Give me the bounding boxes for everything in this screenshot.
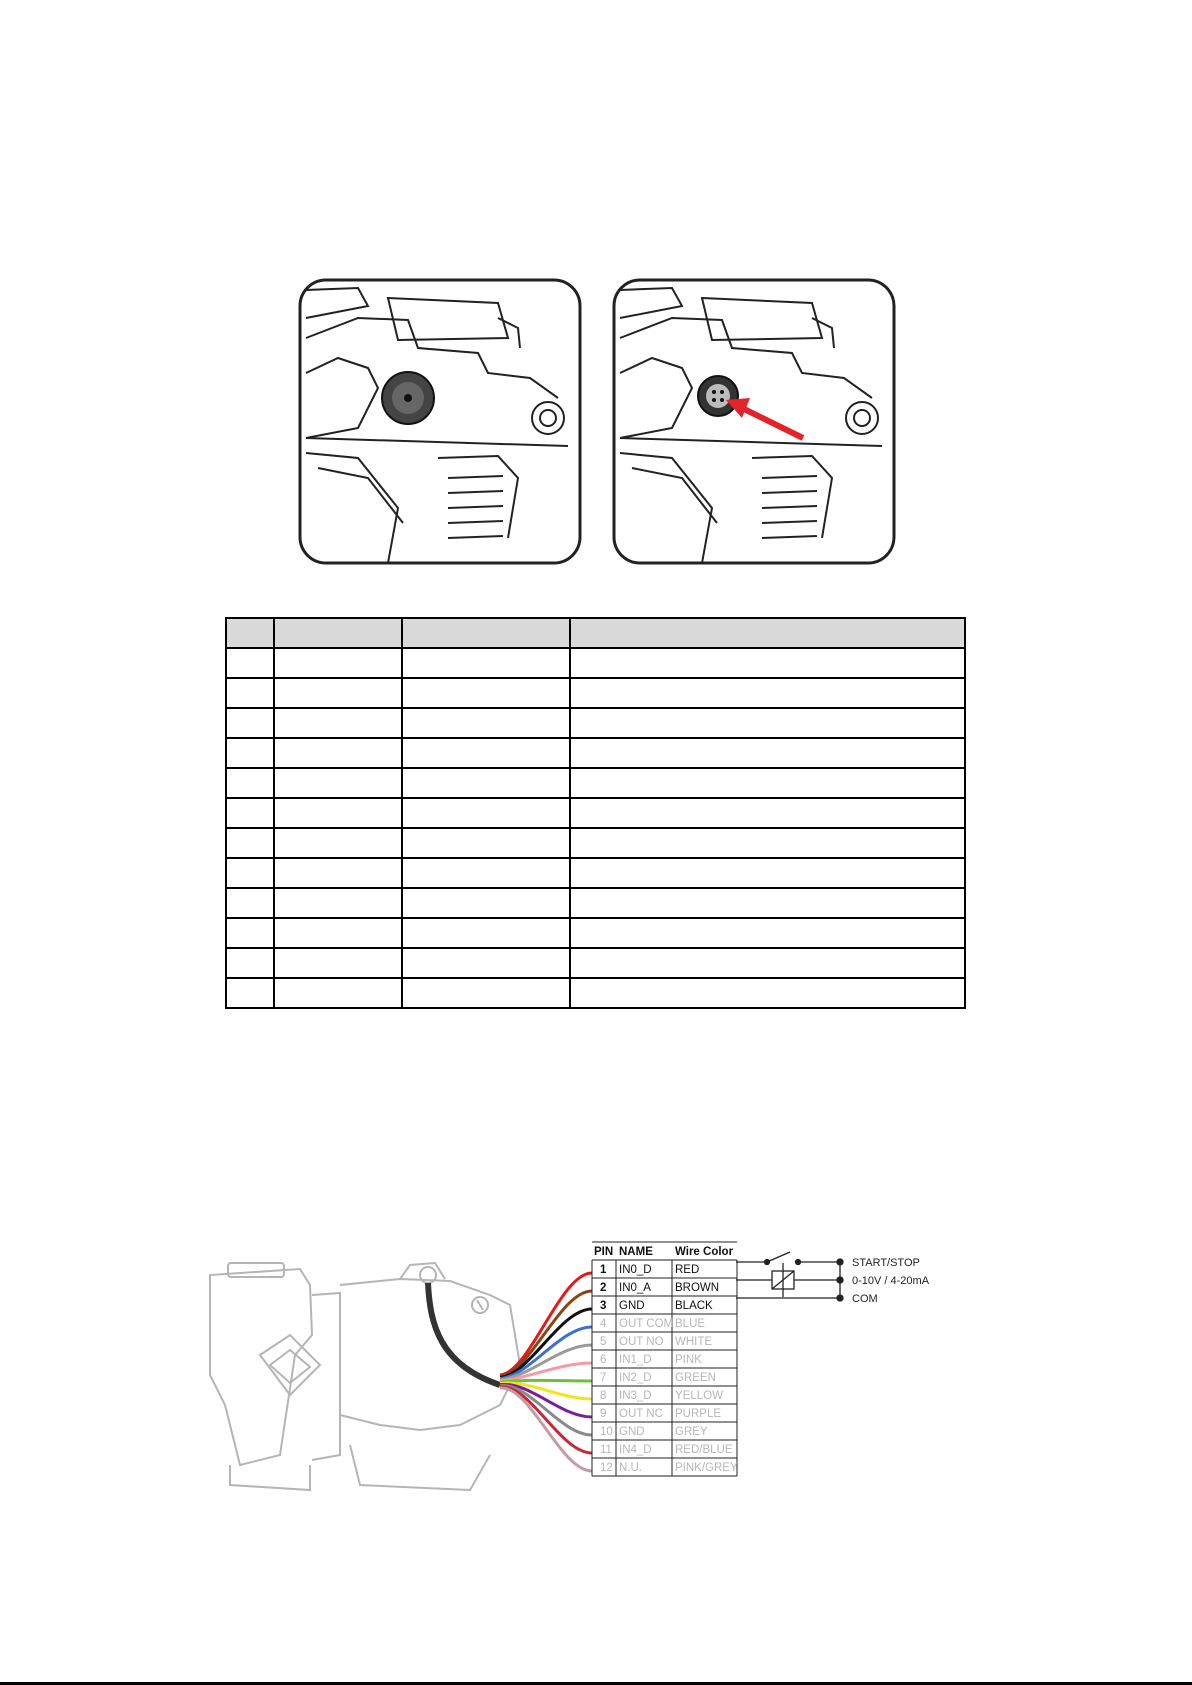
table-cell	[570, 738, 965, 768]
table-cell	[274, 708, 402, 738]
row-pin: 1	[600, 1264, 607, 1276]
row-pin: 8	[600, 1390, 607, 1402]
analog-source-symbol-icon	[772, 1263, 794, 1297]
row-wire-color: PINK	[675, 1354, 702, 1366]
table-cell	[402, 858, 570, 888]
switch-symbol-icon	[767, 1252, 801, 1265]
table-cell	[274, 738, 402, 768]
table-cell	[226, 828, 274, 858]
table-cell	[570, 798, 965, 828]
table-cell	[226, 858, 274, 888]
table-cell	[226, 918, 274, 948]
table-row	[226, 918, 965, 948]
row-wire-color: RED	[675, 1264, 700, 1276]
signal-analog: 0-10V / 4-20mA	[852, 1275, 930, 1287]
row-pin: 4	[600, 1318, 607, 1330]
row-name: IN1_D	[619, 1354, 652, 1366]
table-cell	[226, 768, 274, 798]
table-cell	[402, 918, 570, 948]
table-cell	[226, 978, 274, 1008]
main-cable	[428, 1283, 500, 1385]
table-cell	[402, 678, 570, 708]
pin-table-body	[226, 648, 965, 1008]
row-wire-color: PINK/GREY	[675, 1462, 738, 1474]
photo-cap-closed	[300, 280, 580, 563]
table-cell	[402, 738, 570, 768]
row-name: GND	[619, 1300, 645, 1312]
signal-start-stop: START/STOP	[852, 1257, 920, 1269]
pin-table	[225, 617, 966, 1009]
table-row	[226, 708, 965, 738]
table-cell	[274, 678, 402, 708]
row-name: IN0_D	[619, 1264, 652, 1276]
header-name: NAME	[619, 1246, 653, 1258]
table-row	[226, 738, 965, 768]
table-cell	[226, 738, 274, 768]
wire-bundle	[500, 1273, 592, 1471]
connector-photos	[298, 278, 895, 565]
table-cell	[402, 768, 570, 798]
row-name: IN2_D	[619, 1372, 652, 1384]
row-name: OUT NC	[619, 1408, 663, 1420]
table-cell	[570, 768, 965, 798]
connector-cap-icon	[382, 372, 434, 424]
row-wire-color: BROWN	[675, 1282, 720, 1294]
table-row	[226, 648, 965, 678]
wire-color-table	[592, 1242, 738, 1476]
row-pin: 5	[600, 1336, 607, 1348]
row-name: IN4_D	[619, 1444, 652, 1456]
table-cell	[274, 798, 402, 828]
table-cell	[570, 858, 965, 888]
row-name: IN0_A	[619, 1282, 651, 1294]
header-cell	[570, 618, 965, 648]
row-pin: 11	[600, 1444, 612, 1456]
wiring-diagram	[200, 1246, 1000, 1525]
table-cell	[226, 798, 274, 828]
table-cell	[402, 708, 570, 738]
table-cell	[274, 648, 402, 678]
table-row	[226, 678, 965, 708]
table-cell	[402, 948, 570, 978]
signal-com: COM	[852, 1293, 878, 1305]
table-cell	[274, 858, 402, 888]
row-name: OUT NO	[619, 1336, 664, 1348]
row-pin: 6	[600, 1354, 607, 1366]
row-pin: 10	[600, 1426, 613, 1438]
table-cell	[402, 978, 570, 1008]
row-name: GND	[619, 1426, 645, 1438]
table-cell	[402, 798, 570, 828]
table-row	[226, 828, 965, 858]
table-row	[226, 978, 965, 1008]
table-row	[226, 798, 965, 828]
control-circuit	[736, 1252, 843, 1301]
table-cell	[570, 708, 965, 738]
header-wire-color: Wire Color	[675, 1246, 734, 1258]
table-cell	[402, 828, 570, 858]
table-cell	[570, 678, 965, 708]
table-cell	[274, 768, 402, 798]
table-cell	[226, 708, 274, 738]
table-row	[226, 768, 965, 798]
row-pin: 9	[600, 1408, 607, 1420]
table-row	[226, 858, 965, 888]
row-pin: 2	[600, 1282, 607, 1294]
header-pin: PIN	[594, 1246, 614, 1258]
row-wire-color: GREY	[675, 1426, 708, 1438]
row-pin: 7	[600, 1372, 607, 1384]
row-wire-color: PURPLE	[675, 1408, 722, 1420]
table-cell	[570, 948, 965, 978]
row-name: OUT COM	[619, 1318, 674, 1330]
table-cell	[570, 978, 965, 1008]
row-name: IN3_D	[619, 1390, 652, 1402]
table-cell	[226, 648, 274, 678]
row-wire-color: BLUE	[675, 1318, 706, 1330]
table-cell	[402, 888, 570, 918]
row-wire-color: YELLOW	[675, 1390, 723, 1402]
header-cell	[274, 618, 402, 648]
table-cell	[570, 828, 965, 858]
table-cell	[274, 918, 402, 948]
connector-socket-icon	[698, 376, 738, 416]
row-pin: 3	[600, 1300, 607, 1312]
row-wire-color: WHITE	[675, 1336, 713, 1348]
row-name: N.U.	[619, 1462, 642, 1474]
table-cell	[226, 888, 274, 918]
table-cell	[274, 978, 402, 1008]
table-cell	[226, 678, 274, 708]
table-row	[226, 948, 965, 978]
row-wire-color: GREEN	[675, 1372, 716, 1384]
table-cell	[274, 948, 402, 978]
table-row	[226, 888, 965, 918]
pin-table-header	[226, 618, 965, 648]
table-cell	[402, 648, 570, 678]
table-cell	[570, 888, 965, 918]
row-wire-color: BLACK	[675, 1300, 713, 1312]
photo-socket-open	[614, 280, 894, 563]
row-wire-color: RED/BLUE	[675, 1444, 733, 1456]
table-cell	[274, 888, 402, 918]
table-cell	[570, 648, 965, 678]
table-cell	[226, 948, 274, 978]
table-cell	[570, 918, 965, 948]
header-cell	[402, 618, 570, 648]
table-cell	[274, 828, 402, 858]
row-pin: 12	[600, 1462, 613, 1474]
header-cell	[226, 618, 274, 648]
